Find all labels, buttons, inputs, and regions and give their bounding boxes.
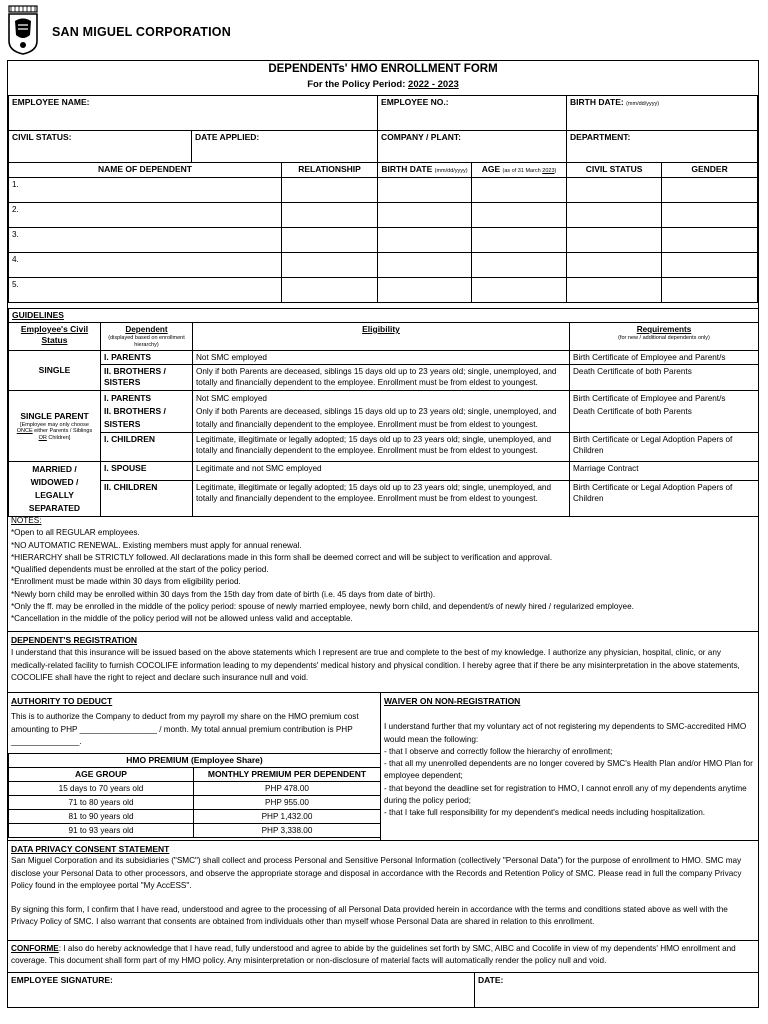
dependent-row-number: 2. bbox=[9, 203, 282, 228]
employee-dependents-table bbox=[8, 95, 758, 303]
civil-status-cell[interactable] bbox=[567, 253, 662, 278]
dependent-siblings: II. BROTHERS / SISTERS bbox=[101, 365, 193, 391]
registration-text: I understand that this insurance will be issued based on the above statements which I represent are true and complete to the best of my knowledge. I authorize any physician, hospital, clinic, or any medically-related facility to furnish COCOLIFE information leading to my dependents' medical history and physical condition. I hereby agree that if there be any misinterpretation in the above statements, COCOLIFE shall have the right to reject and declare such insurance null and void. bbox=[11, 648, 740, 682]
waiver-section bbox=[381, 695, 759, 820]
premium-age: 81 to 90 years old bbox=[9, 810, 194, 824]
header bbox=[6, 5, 306, 55]
requirement-death-text: Death Certificate of both Parents bbox=[573, 407, 692, 416]
notes-section bbox=[8, 515, 758, 626]
date-applied-field[interactable]: DATE APPLIED: bbox=[192, 131, 378, 163]
dependent-parents-label: I. PARENTS bbox=[104, 393, 152, 403]
age-cell[interactable] bbox=[472, 203, 567, 228]
authority-section bbox=[8, 695, 386, 748]
requirement-children-married: Birth Certificate or Legal Adoption Papers of Children bbox=[570, 480, 759, 516]
col-dependent-header bbox=[101, 323, 193, 351]
civil-status-cell[interactable] bbox=[567, 203, 662, 228]
gender-cell[interactable] bbox=[662, 203, 758, 228]
gender-cell[interactable] bbox=[662, 228, 758, 253]
age-cell[interactable] bbox=[472, 253, 567, 278]
civil-status-cell[interactable] bbox=[567, 228, 662, 253]
dependent-row-number: 5. bbox=[9, 278, 282, 303]
note-item: *Cancellation in the middle of the policy period will not be allowed unless valid and acceptable. bbox=[11, 614, 353, 624]
relationship-cell[interactable] bbox=[282, 178, 378, 203]
privacy-paragraph-1: San Miguel Corporation and its subsidiaries ("SMC") shall collect and process Personal and Sensitive Personal Information (collectively "Personal Data") for the purpose of enrollment to HMO. SMC may disclose your Personal Data to other processors, and observe the appropriate storage and disposal in accordance with the Records and Retention Policy of SMC. Please read in full the company Privacy Policy found in the employee portal "My AccESS". bbox=[11, 856, 742, 890]
premium-row bbox=[9, 796, 381, 810]
col-birth-date-format: (mm/dd/yyyy) bbox=[434, 168, 468, 174]
requirement-marriage: Marriage Contract bbox=[570, 462, 759, 481]
premium-title: HMO PREMIUM (Employee Share) bbox=[9, 754, 381, 768]
divider bbox=[8, 972, 758, 973]
policy-period bbox=[8, 79, 758, 90]
col-name-of-dependent: NAME OF DEPENDENT bbox=[9, 163, 282, 178]
birth-date-cell[interactable] bbox=[378, 278, 472, 303]
waiver-title: WAIVER ON NON-REGISTRATION bbox=[384, 696, 521, 706]
relationship-cell[interactable] bbox=[282, 253, 378, 278]
signature-date-field[interactable]: DATE: bbox=[478, 975, 504, 985]
premium-row bbox=[9, 824, 381, 838]
dependent-row-number: 1. bbox=[9, 178, 282, 203]
birth-date-field[interactable] bbox=[567, 96, 758, 131]
requirement-death-certificate: Death Certificate of both Parents bbox=[570, 365, 759, 391]
enrollment-form bbox=[7, 60, 759, 1008]
relationship-cell[interactable] bbox=[282, 278, 378, 303]
gender-cell[interactable] bbox=[662, 278, 758, 303]
col-monthly-premium: MONTHLY PREMIUM PER DEPENDENT bbox=[194, 768, 381, 782]
eligibility-parents: Not SMC employed bbox=[193, 351, 570, 365]
col-relationship: RELATIONSHIP bbox=[282, 163, 378, 178]
san-miguel-logo bbox=[6, 5, 40, 55]
col-age-group: AGE GROUP bbox=[9, 768, 194, 782]
note-item: *Only the ff. may be enrolled in the middle of the policy period: spouse of newly married employee, newly born child, and dependent/s of newly hired / regularized employee. bbox=[11, 602, 634, 612]
premium-row bbox=[9, 810, 381, 824]
dependent-children-married: II. CHILDREN bbox=[101, 480, 193, 516]
col-age bbox=[472, 163, 567, 178]
registration-title: DEPENDENT'S REGISTRATION bbox=[11, 635, 138, 645]
eligibility-parents-siblings bbox=[193, 391, 570, 433]
waiver-item: - that beyond the deadline set for registration to HMO, I cannot enroll any of my dependents anytime during the policy period; bbox=[384, 783, 747, 806]
premium-amount: PHP 3,338.00 bbox=[194, 824, 381, 838]
age-cell[interactable] bbox=[472, 278, 567, 303]
single-parent-note: [Employee may only choose ONCE either Parents / Siblings OR Children] bbox=[16, 421, 93, 441]
birth-date-label: BIRTH DATE: bbox=[570, 97, 624, 107]
col-dependent-note: (displayed based on enrollment hierarchy) bbox=[108, 335, 185, 348]
age-cell[interactable] bbox=[472, 178, 567, 203]
col-civil-status: CIVIL STATUS bbox=[567, 163, 662, 178]
status-single-parent-label: SINGLE PARENT bbox=[20, 410, 89, 421]
requirement-parents-siblings bbox=[570, 391, 759, 433]
note-item: *Open to all REGULAR employees. bbox=[11, 528, 140, 538]
col-requirements-header bbox=[570, 323, 759, 351]
privacy-section bbox=[8, 843, 758, 929]
eligibility-parents-text: Not SMC employed bbox=[196, 394, 267, 403]
form-title: DEPENDENTs' HMO ENROLLMENT FORM bbox=[268, 63, 498, 75]
premium-amount: PHP 478.00 bbox=[194, 782, 381, 796]
civil-status-field[interactable]: CIVIL STATUS: bbox=[9, 131, 192, 163]
dependent-row[interactable] bbox=[9, 278, 758, 303]
policy-period-label: For the Policy Period: bbox=[307, 79, 406, 90]
birth-date-format: (mm/dd/yyyy) bbox=[626, 101, 660, 107]
premium-table bbox=[8, 753, 381, 838]
birth-date-cell[interactable] bbox=[378, 203, 472, 228]
premium-age: 15 days to 70 years old bbox=[9, 782, 194, 796]
col-requirements-note: (for new / additional dependents only) bbox=[618, 335, 710, 341]
conforme-label: CONFORME bbox=[11, 944, 59, 953]
privacy-paragraph-2: By signing this form, I confirm that I have read, understood and agree to the processing of all Personal Data provided herein in accordance with the terms and conditions stated above as well with the Privacy Policy of SMC. I also warrant that consents are obtained from individuals other than myself whose Personal Data are shared in relation to this enrollment. bbox=[11, 905, 728, 927]
premium-age: 71 to 80 years old bbox=[9, 796, 194, 810]
dependent-parents: I. PARENTS bbox=[101, 351, 193, 365]
col-dependent-label: Dependent bbox=[125, 325, 168, 334]
conforme-section bbox=[8, 943, 758, 968]
eligibility-spouse: Legitimate and not SMC employed bbox=[193, 462, 570, 481]
dependent-row-number: 3. bbox=[9, 228, 282, 253]
gender-cell[interactable] bbox=[662, 253, 758, 278]
eligibility-siblings-text: Only if both Parents are deceased, siblings 15 days old up to 23 years old; single, unemployed, and totally and financially dependent to the employee. Enrollment must be from eldest to youngest. bbox=[196, 407, 557, 429]
requirement-parents: Birth Certificate of Employee and Parent/s bbox=[570, 351, 759, 365]
registration-section bbox=[8, 634, 758, 684]
relationship-cell[interactable] bbox=[282, 203, 378, 228]
guidelines-title: GUIDELINES bbox=[9, 309, 759, 323]
guidelines-table bbox=[8, 308, 759, 517]
dependent-row-number: 4. bbox=[9, 253, 282, 278]
col-birth-date-label: BIRTH DATE bbox=[381, 164, 433, 174]
col-age-label: AGE bbox=[481, 164, 501, 174]
col-gender: GENDER bbox=[662, 163, 758, 178]
birth-date-cell[interactable] bbox=[378, 178, 472, 203]
authority-title: AUTHORITY TO DEDUCT bbox=[11, 696, 113, 706]
civil-status-cell[interactable] bbox=[567, 178, 662, 203]
divider bbox=[8, 940, 758, 941]
company-plant-field[interactable]: COMPANY / PLANT: bbox=[378, 131, 567, 163]
premium-amount: PHP 955.00 bbox=[194, 796, 381, 810]
note-item: *NO AUTOMATIC RENEWAL. Existing members must apply for annual renewal. bbox=[11, 540, 302, 550]
col-civil-status-header: Employee's Civil Status bbox=[9, 323, 101, 351]
conforme-text: : I also do hereby acknowledge that I have read, fully understood and agree to abide by the guidelines set forth by SMC, AIBC and Cocolife in view of my dependents' HMO enrollment and coverage. This document shall form part of my HMO policy. Any misinterpretation or non-disclosure of material facts will automatically render the policy null and void. bbox=[11, 944, 736, 966]
relationship-cell[interactable] bbox=[282, 228, 378, 253]
employee-no-field[interactable]: EMPLOYEE NO.: bbox=[378, 96, 567, 131]
col-age-note: (as of 31 March 2023) bbox=[502, 168, 557, 174]
premium-row bbox=[9, 782, 381, 796]
waiver-intro: I understand further that my voluntary act of not registering my dependents to SMC-accredited HMO would mean the following: bbox=[384, 722, 747, 744]
dependent-row[interactable] bbox=[9, 228, 758, 253]
department-field[interactable]: DEPARTMENT: bbox=[567, 131, 758, 163]
col-requirements-label: Requirements bbox=[636, 325, 692, 334]
eligibility-siblings: Only if both Parents are deceased, siblings 15 days old up to 23 years old; single, unemployed, and totally and financially dependent to the employee. Enrollment must be from eldest to youngest. bbox=[193, 365, 570, 391]
waiver-item: - that all my unenrolled dependents are no longer covered by SMC's Health Plan and/or HMO Plan for employee dependent; bbox=[384, 759, 753, 781]
divider bbox=[8, 631, 758, 632]
col-eligibility-header: Eligibility bbox=[193, 323, 570, 351]
premium-amount: PHP 1,432.00 bbox=[194, 810, 381, 824]
employee-signature-field[interactable]: EMPLOYEE SIGNATURE: bbox=[11, 975, 113, 985]
dependent-children: I. CHILDREN bbox=[101, 433, 193, 462]
eligibility-children-married: Legitimate, illegitimate or legally adopted; 15 days old up to 23 years old; single, unemployed, and totally and financially dependent to the employee. Enrollment must be from eldest to youngest. bbox=[193, 480, 570, 516]
age-cell[interactable] bbox=[472, 228, 567, 253]
note-item: *HIERARCHY shall be STRICTLY followed. All declarations made in this form shall be deemed correct and will be subject to verification and approval. bbox=[11, 552, 553, 562]
premium-age: 91 to 93 years old bbox=[9, 824, 194, 838]
authority-text: This is to authorize the Company to deduct from my payroll my share on the HMO premium cost amounting to PHP _________________ / month. My total annual premium contribution is PHP _______________. bbox=[11, 712, 359, 746]
dependent-row[interactable] bbox=[9, 178, 758, 203]
notes-title: NOTES: bbox=[11, 516, 42, 525]
waiver-item: - that I observe and correctly follow the hierarchy of enrollment; bbox=[384, 746, 613, 756]
divider bbox=[8, 840, 758, 841]
birth-date-cell[interactable] bbox=[378, 253, 472, 278]
employee-name-field[interactable]: EMPLOYEE NAME: bbox=[9, 96, 378, 131]
signature-divider bbox=[474, 972, 475, 1008]
dependent-spouse: I. SPOUSE bbox=[101, 462, 193, 481]
dependent-row[interactable] bbox=[9, 253, 758, 278]
status-single-parent bbox=[9, 391, 101, 462]
status-married: MARRIED / WIDOWED / LEGALLY SEPARATED bbox=[9, 462, 101, 517]
status-single: SINGLE bbox=[9, 351, 101, 391]
eligibility-children: Legitimate, illegitimate or legally adopted; 15 days old up to 23 years old; single, unemployed, and totally and financially dependent to the employee. Enrollment must be from eldest to youngest. bbox=[193, 433, 570, 462]
company-name: SAN MIGUEL CORPORATION bbox=[52, 25, 231, 39]
note-item: *Qualified dependents must be enrolled at the start of the policy period. bbox=[11, 565, 269, 575]
policy-period-value: 2022 - 2023 bbox=[408, 79, 459, 90]
waiver-item: - that I take full responsibility for my dependent's medical needs including hospitalization. bbox=[384, 808, 706, 818]
divider bbox=[8, 692, 758, 693]
dependent-parents-siblings bbox=[101, 391, 193, 433]
note-item: *Newly born child may be enrolled within 30 days from the 15th day from date of birth (i.e. 45 days from date of birth). bbox=[11, 589, 436, 599]
note-item: *Enrollment must be made within 30 days from eligibility period. bbox=[11, 577, 241, 587]
privacy-title: DATA PRIVACY CONSENT STATEMENT bbox=[11, 844, 170, 854]
dependent-siblings-label: II. BROTHERS / SISTERS bbox=[104, 406, 166, 429]
gender-cell[interactable] bbox=[662, 178, 758, 203]
col-birth-date bbox=[378, 163, 472, 178]
birth-date-cell[interactable] bbox=[378, 228, 472, 253]
dependent-row[interactable] bbox=[9, 203, 758, 228]
requirement-children: Birth Certificate or Legal Adoption Papers of Children bbox=[570, 433, 759, 462]
requirement-parents-text: Birth Certificate of Employee and Parent/s bbox=[573, 394, 726, 403]
civil-status-cell[interactable] bbox=[567, 278, 662, 303]
